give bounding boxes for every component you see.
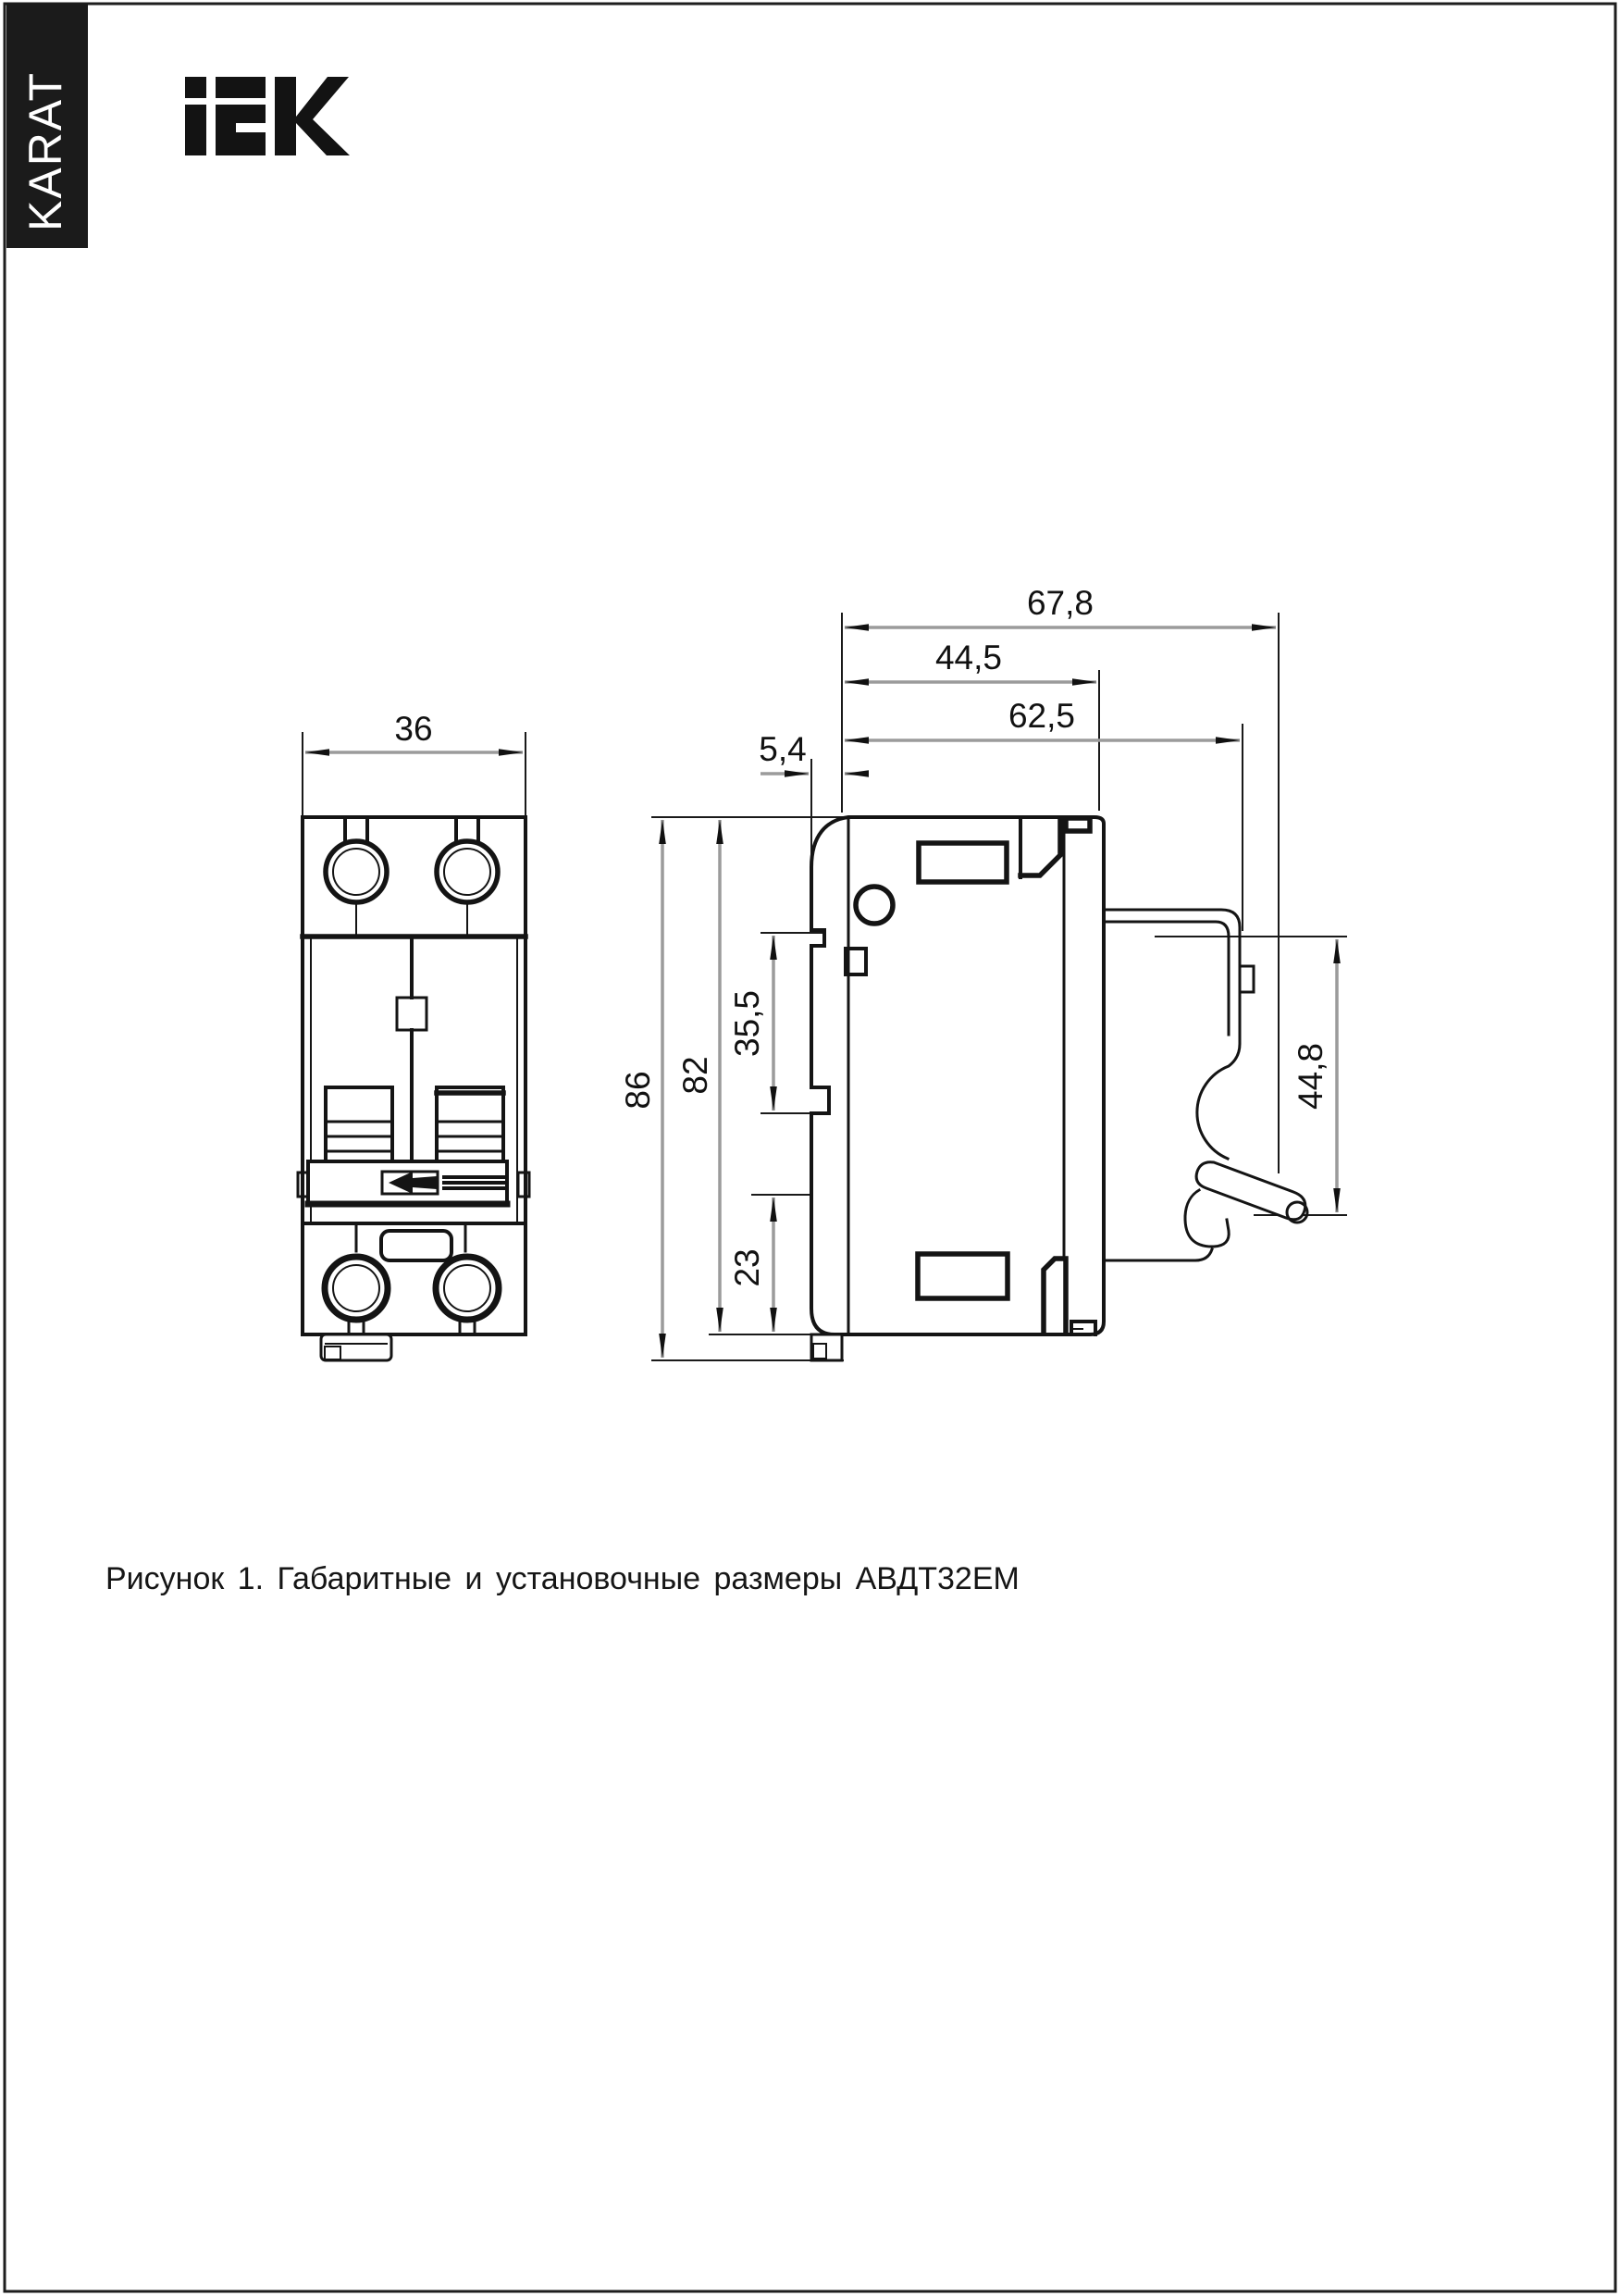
figure-caption: Рисунок 1. Габаритные и установочные размеры АВДТ32ЕМ <box>105 1561 1020 1596</box>
dim-label-lower-section: 23 <box>728 1248 766 1287</box>
side-bottom-label-window <box>918 1254 1008 1298</box>
front-lever-right <box>437 1087 503 1161</box>
dim-label-height-total: 86 <box>619 1071 657 1110</box>
dim-label-front-step: 5,4 <box>759 730 807 768</box>
dim-label-depth-total: 67,8 <box>1026 584 1094 622</box>
dim-label-height-body: 82 <box>676 1056 714 1095</box>
side-top-label-window <box>919 843 1007 882</box>
front-mechanism <box>397 937 427 1161</box>
karat-sidebar <box>6 4 88 248</box>
side-bottom-claw <box>1044 1259 1095 1334</box>
front-bottom-tab <box>321 1334 391 1360</box>
dim-label-upper-section: 35,5 <box>728 989 766 1058</box>
front-bottom-terminals <box>303 1223 526 1334</box>
flange-stop-lug <box>1240 966 1254 992</box>
din-rail-flange <box>1104 910 1307 1260</box>
dim-depth-total <box>842 584 1279 1173</box>
front-view <box>298 710 529 1360</box>
front-lever-left <box>326 1087 392 1161</box>
karat-label: KARAT <box>19 71 71 231</box>
front-top-terminals <box>303 820 526 937</box>
dim-label-front-width: 36 <box>394 710 433 748</box>
dim-depth-to-clip <box>845 697 1243 931</box>
clip-curl <box>1185 1190 1229 1247</box>
side-body-inner-edges <box>846 817 1064 1334</box>
dim-label-rail-zone-height: 44,8 <box>1292 1042 1329 1111</box>
dim-front-step <box>759 730 868 861</box>
spring-clip <box>1196 1162 1305 1220</box>
dim-label-depth-to-clip: 62,5 <box>1008 697 1076 735</box>
dim-label-depth-body: 44,5 <box>934 639 1003 676</box>
dim-front-width <box>303 710 526 815</box>
dim-lower-section <box>728 1195 811 1332</box>
side-bottom-tab <box>811 1334 842 1360</box>
side-top-claw <box>1020 818 1090 877</box>
front-handle <box>298 1161 529 1204</box>
iek-logo <box>185 77 350 155</box>
dim-rail-zone-height <box>1155 937 1347 1215</box>
test-button <box>856 887 893 924</box>
side-view <box>619 584 1347 1360</box>
